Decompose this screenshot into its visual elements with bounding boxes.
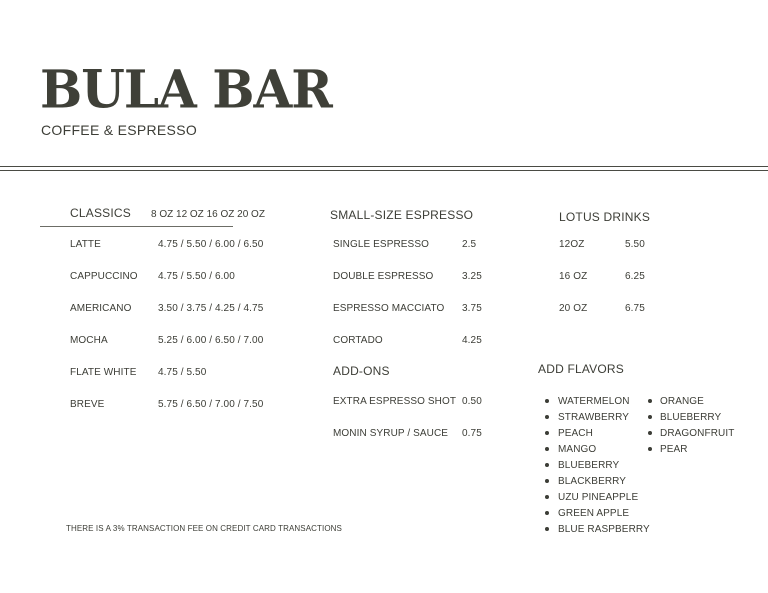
lotus-item-size: 20 OZ	[559, 303, 588, 314]
addons-item-name: EXTRA ESPRESSO SHOT	[333, 396, 457, 407]
classics-item-name: LATTE	[70, 239, 101, 250]
lotus-heading: LOTUS DRINKS	[559, 210, 651, 224]
classics-item-price: 3.50 / 3.75 / 4.25 / 4.75	[158, 303, 264, 314]
classics-item-name: FLATE WHITE	[70, 367, 137, 378]
transaction-fee-note: THERE IS A 3% TRANSACTION FEE ON CREDIT CARD TRANSACTIONS	[66, 524, 342, 533]
espresso-item-price: 3.25	[462, 271, 482, 282]
classics-item-name: MOCHA	[70, 335, 108, 346]
classics-item-name: CAPPUCCINO	[70, 271, 138, 282]
bullet-icon	[648, 431, 652, 435]
lotus-item-price: 6.25	[625, 271, 645, 282]
flavor-item: GREEN APPLE	[558, 508, 630, 519]
bullet-icon	[545, 511, 549, 515]
flavors-heading: ADD FLAVORS	[538, 362, 624, 376]
classics-item-price: 4.75 / 5.50 / 6.00	[158, 271, 235, 282]
classics-item-name: AMERICANO	[70, 303, 132, 314]
espresso-item-name: SINGLE ESPRESSO	[333, 239, 429, 250]
classics-sizes: 8 OZ 12 OZ 16 OZ 20 OZ	[151, 209, 265, 220]
classics-item-price: 4.75 / 5.50 / 6.00 / 6.50	[158, 239, 264, 250]
bullet-icon	[545, 431, 549, 435]
classics-heading: CLASSICS	[70, 206, 131, 220]
bullet-icon	[648, 399, 652, 403]
flavor-item: BLACKBERRY	[558, 476, 627, 487]
espresso-item-price: 2.5	[462, 239, 477, 250]
classics-item-price: 5.75 / 6.50 / 7.00 / 7.50	[158, 399, 264, 410]
bullet-icon	[545, 415, 549, 419]
lotus-item-price: 6.75	[625, 303, 645, 314]
flavor-item: UZU PINEAPPLE	[558, 492, 639, 503]
classics-item-price: 5.25 / 6.00 / 6.50 / 7.00	[158, 335, 264, 346]
bullet-icon	[545, 527, 549, 531]
menu-subtitle: COFFEE & ESPRESSO	[41, 122, 198, 138]
addons-heading: ADD-ONS	[333, 364, 390, 378]
addons-item-price: 0.75	[462, 428, 482, 439]
divider-top	[0, 166, 768, 167]
flavor-item: PEAR	[660, 444, 688, 455]
flavor-item: BLUE RASPBERRY	[558, 524, 650, 535]
bullet-icon	[545, 479, 549, 483]
flavor-item: DRAGONFRUIT	[660, 428, 735, 439]
classics-item-price: 4.75 / 5.50	[158, 367, 207, 378]
flavor-item: PEACH	[558, 428, 593, 439]
bullet-icon	[545, 463, 549, 467]
lotus-item-size: 12OZ	[559, 239, 585, 250]
flavor-item: STRAWBERRY	[558, 412, 630, 423]
lotus-item-price: 5.50	[625, 239, 645, 250]
menu-title: BULA BAR	[40, 58, 332, 120]
bullet-icon	[648, 447, 652, 451]
bullet-icon	[648, 415, 652, 419]
bullet-icon	[545, 495, 549, 499]
lotus-item-size: 16 OZ	[559, 271, 588, 282]
divider-bottom	[0, 170, 768, 171]
addons-item-price: 0.50	[462, 396, 482, 407]
espresso-item-name: ESPRESSO MACCIATO	[333, 303, 445, 314]
classics-item-name: BREVE	[70, 399, 105, 410]
flavor-item: ORANGE	[660, 396, 704, 407]
bullet-icon	[545, 447, 549, 451]
espresso-heading: SMALL-SIZE ESPRESSO	[330, 208, 474, 222]
flavor-item: WATERMELON	[558, 396, 630, 407]
addons-item-name: MONIN SYRUP / SAUCE	[333, 428, 449, 439]
flavor-item: BLUEBERRY	[660, 412, 722, 423]
espresso-item-name: CORTADO	[333, 335, 383, 346]
flavor-item: BLUEBERRY	[558, 460, 620, 471]
espresso-item-name: DOUBLE ESPRESSO	[333, 271, 434, 282]
bullet-icon	[545, 399, 549, 403]
classics-underline	[40, 226, 233, 227]
flavor-item: MANGO	[558, 444, 597, 455]
espresso-item-price: 4.25	[462, 335, 482, 346]
espresso-item-price: 3.75	[462, 303, 482, 314]
